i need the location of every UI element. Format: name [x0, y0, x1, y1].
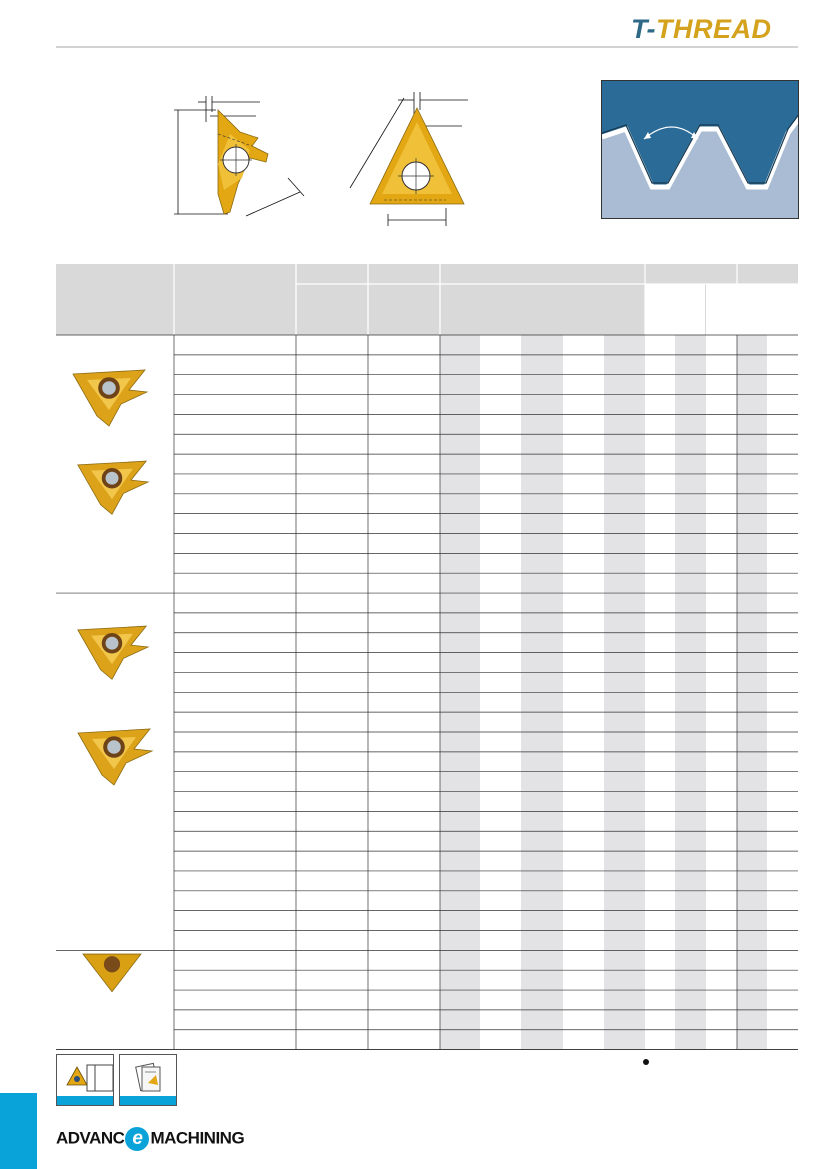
laydown-insert-dimension-diagram — [168, 94, 310, 224]
catalog-reference-icon — [119, 1054, 177, 1106]
brand-title-prefix: T- — [631, 14, 656, 44]
logo-part2: MACHINING — [150, 1128, 245, 1148]
header-subcell — [767, 284, 798, 335]
triangular-insert-dimension-diagram — [342, 88, 474, 226]
bullet-dot-icon — [643, 1059, 649, 1065]
thread-profile-angle-icon — [601, 80, 799, 219]
header-subcell — [706, 284, 737, 335]
brand-wordmark — [631, 14, 772, 45]
gold-thread-insert-photo — [78, 626, 148, 679]
gold-thread-insert-photo — [78, 461, 148, 514]
gold-thread-insert-photo — [73, 370, 147, 426]
gold-thread-insert-photo — [78, 729, 152, 785]
side-section-tab — [0, 1093, 37, 1169]
header-subcell — [737, 284, 767, 335]
toolholder-icon — [56, 1054, 114, 1106]
logo-e-mark: e — [125, 1127, 149, 1151]
logo-part1: ADVANC — [56, 1128, 125, 1148]
header-subcell — [645, 284, 675, 335]
brand-title-suffix: THREAD — [656, 14, 772, 44]
gold-thread-insert-photo — [83, 954, 141, 992]
header-subcell — [675, 284, 705, 335]
advancemachining-logo — [56, 1127, 244, 1153]
header-rule — [56, 46, 798, 48]
spec-table — [56, 264, 798, 1050]
